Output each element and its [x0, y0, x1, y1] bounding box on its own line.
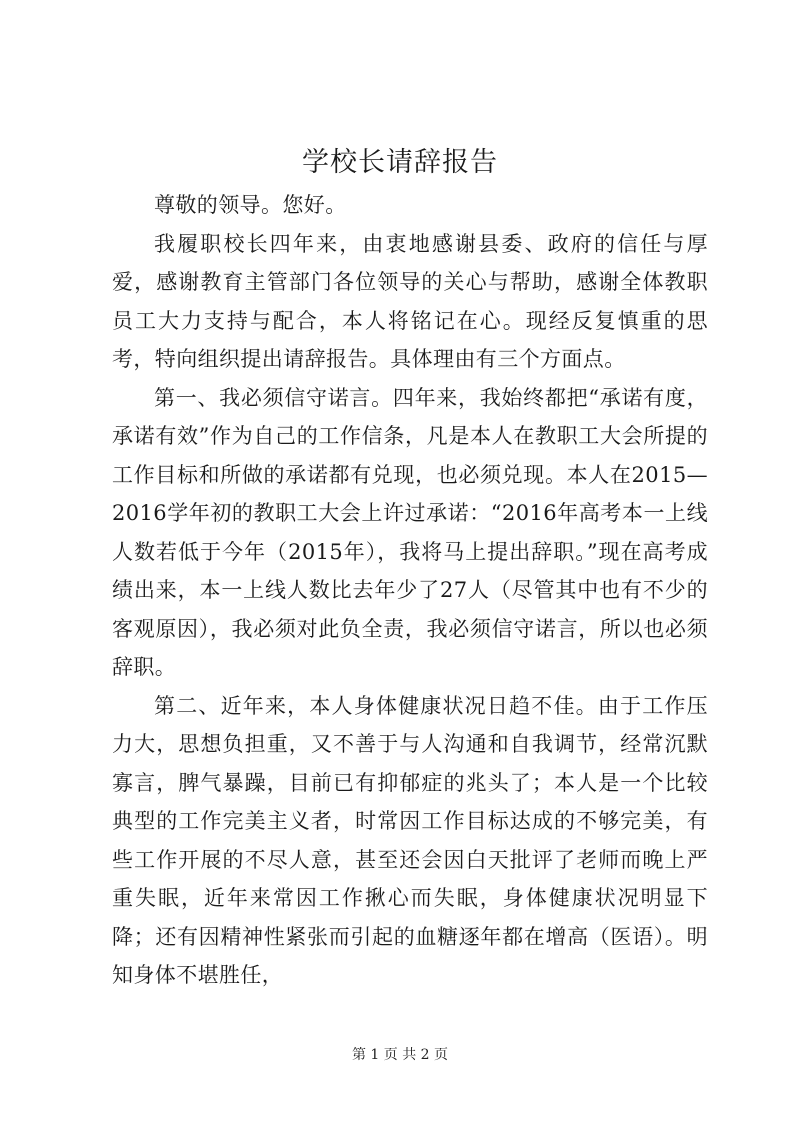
paragraph-reason-one: 第一、我必须信守诺言。四年来，我始终都把“承诺有度，承诺有效”作为自己的工作信条，凡是本人在教职工大会所提的工作目标和所做的承诺都有兑现，也必须兑现。本人在2015—2016学年初的教职工大会上许过承诺：“2016年高考本一上线人数若低于今年（2015年），我将马上提出辞职。”现在高考成绩出来，本一上线人数比去年少了27人（尽管其中也有不少的客观原因），我必须对此负全责，我必须信守诺言，所以也必须辞职。: [112, 385, 708, 679]
paragraph-intro: 我履职校长四年来，由衷地感谢县委、政府的信任与厚爱，感谢教育主管部门各位领导的关心与帮助，感谢全体教职员工大力支持与配合，本人将铭记在心。现经反复慎重的思考，特向组织提出请辞报告。具体理由有三个方面点。: [112, 231, 708, 371]
paragraph-greeting: 尊敬的领导。您好。: [154, 193, 347, 217]
document-title: 学校长请辞报告: [302, 147, 498, 178]
document-body: [112, 186, 708, 995]
page-number-footer: 第 1 页 共 2 页: [351, 1047, 449, 1063]
paragraph-reason-two: 第二、近年来，本人身体健康状况日趋不佳。由于工作压力大，思想负担重，又不善于与人沟通和自我调节，经常沉默寡言，脾气暴躁，目前已有抑郁症的兆头了；本人是一个比较典型的工作完美主义者，时常因工作目标达成的不够完美，有些工作开展的不尽人意，甚至还会因白天批评了老师而晚上严重失眠，近年来常因工作揪心而失眠，身体健康状况明显下降；还有因精神性紧张而引起的血糖逐年都在增高（医语）。明知身体不堪胜任，: [112, 693, 708, 987]
